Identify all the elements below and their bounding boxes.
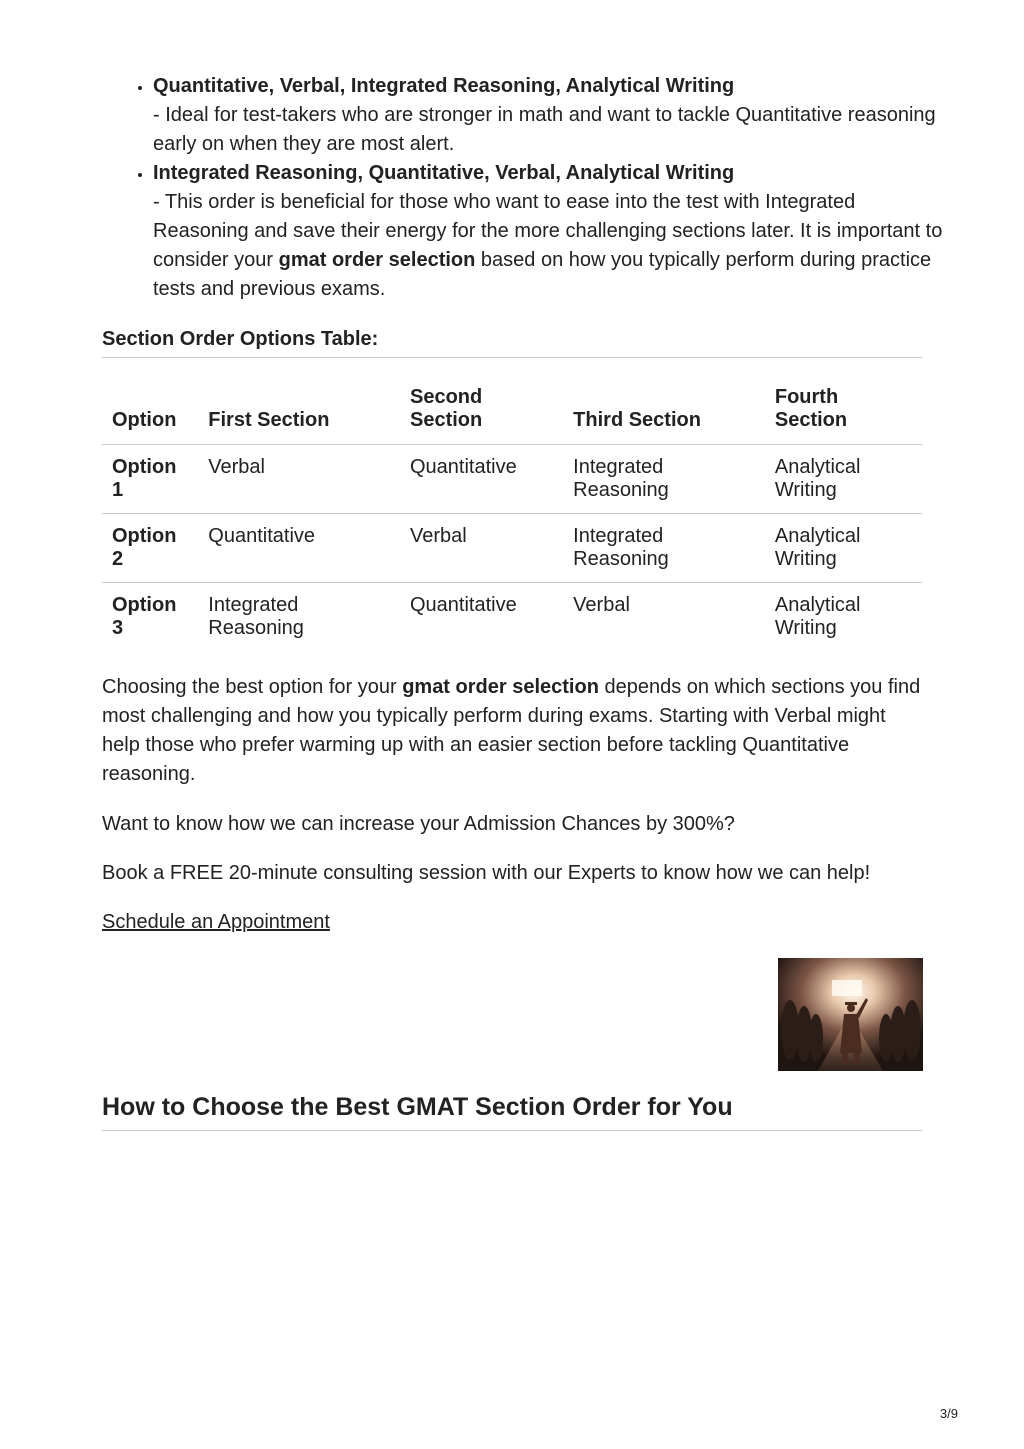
paragraph-text: Choosing the best option for your	[102, 676, 403, 698]
bullet-title: • Integrated Reasoning, Quantitative, Verbal, Analytical Writing	[153, 162, 735, 184]
bullet-description	[153, 188, 953, 304]
table-cell: Quantitative	[198, 514, 400, 583]
table-cell: Quantitative	[400, 445, 563, 514]
table-cell: Integrated Reasoning	[208, 594, 304, 639]
schedule-appointment-link[interactable]: Schedule an Appointment	[102, 911, 330, 933]
column-header: Fourth Section	[765, 386, 922, 445]
table-cell: Verbal	[198, 445, 400, 514]
list-item	[153, 72, 953, 159]
section-title: How to Choose the Best GMAT Section Order for You	[102, 1093, 733, 1121]
option-cell: Option 3	[112, 594, 177, 639]
paragraph-text: depends on which sections you find most challenging and how you typically perform during exams. Starting with Verbal might help those who prefer warming up with an easier section before tackling Quantitative reasoning.	[102, 676, 921, 785]
table-heading-divider	[102, 357, 922, 358]
column-header: Option	[102, 386, 198, 445]
schedule-paragraph	[102, 908, 922, 937]
table-cell: Analytical Writing	[765, 514, 922, 583]
table-cell: Quantitative	[409, 594, 517, 616]
table-row	[102, 514, 922, 583]
section-order-bullet-list	[102, 72, 953, 304]
table-header-row	[102, 386, 922, 445]
column-header: First Section	[198, 386, 400, 445]
column-header: Second Section	[400, 386, 563, 445]
table-row	[102, 583, 922, 652]
paragraph-bold-phrase: gmat order selection	[402, 676, 599, 698]
bullet-description-text: - This order is beneficial for those who want to ease into the test with Integrated Reasoning and save their energy for the more challenging sections later. It is important to consider your	[153, 191, 943, 271]
graduate-illustration	[778, 958, 923, 1071]
bullet-title: • Quantitative, Verbal, Integrated Reasoning, Analytical Writing	[153, 75, 735, 97]
table-cell: Verbal	[573, 594, 630, 616]
section-title-divider	[102, 1130, 922, 1131]
option-cell: Option 1	[102, 445, 198, 514]
bullet-description-text: based on how you typically perform during practice tests and previous exams.	[153, 249, 932, 300]
table-cell: Verbal	[400, 514, 563, 583]
choice-paragraph	[102, 673, 922, 789]
bullet-description-bold: gmat order selection	[278, 249, 476, 271]
graduate-photo	[778, 958, 923, 1071]
table-cell: Analytical Writing	[774, 594, 861, 639]
section-order-table	[102, 386, 922, 651]
list-item	[153, 159, 953, 304]
table-row	[102, 445, 922, 514]
page-number: 3/9	[939, 1406, 958, 1421]
column-header: Third Section	[563, 386, 765, 445]
table-cell: Integrated Reasoning	[563, 445, 765, 514]
consulting-paragraph: Book a FREE 20-minute consulting session with our Experts to know how we can help!	[102, 862, 871, 884]
table-cell: Analytical Writing	[765, 445, 922, 514]
table-cell: Integrated Reasoning	[563, 514, 765, 583]
admission-question-paragraph: Want to know how we can increase your Admission Chances by 300%?	[102, 813, 735, 835]
bullet-description: - Ideal for test-takers who are stronger in math and want to tackle Quantitative reasoning early on when they are most alert.	[153, 104, 936, 155]
table-heading: Section Order Options Table:	[102, 328, 379, 350]
option-cell: Option 2	[102, 514, 198, 583]
